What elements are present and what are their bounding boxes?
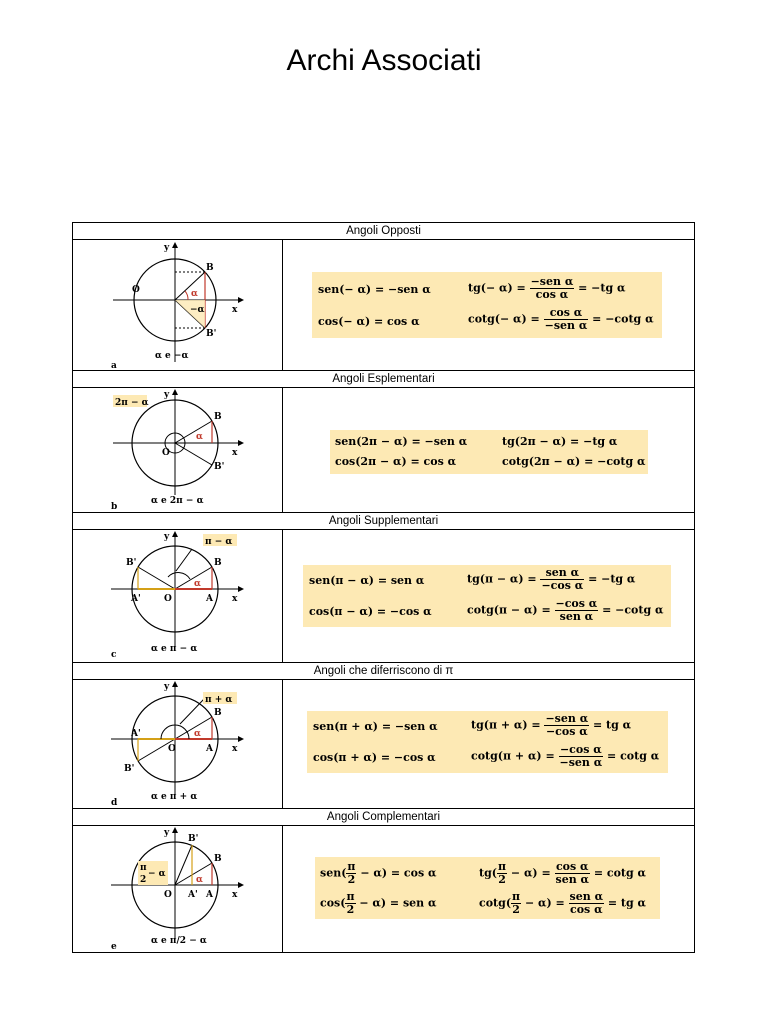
figure-caption: α e π + α <box>151 792 198 802</box>
axis-label: x <box>232 594 238 604</box>
column-divider <box>282 825 283 952</box>
formula-cotan: cotg(2π − α) = −cotg α <box>502 455 646 468</box>
point-label: O <box>164 890 172 900</box>
point-label: A' <box>188 890 198 900</box>
figure-letter: e <box>111 942 117 952</box>
point-label: O <box>164 594 172 604</box>
point-label: B' <box>214 462 225 472</box>
figure-caption: α e 2π − α <box>151 496 204 506</box>
point-label: B <box>214 412 222 422</box>
formula-sin: sen( $\frac{\pi}{2}$ − α) = cos α <box>320 860 437 886</box>
figure-letter: b <box>111 502 118 512</box>
formula-box-supplementary <box>303 565 671 627</box>
angle-tag: 2 <box>140 875 147 885</box>
figure-tag: O <box>132 285 140 295</box>
formula-tan: tg(2π − α) = −tg α <box>502 435 618 448</box>
formula-cotan: cotg(− α) = $\frac{\text{cos α}}{\text{−sen α}}$ = −cotg α <box>468 306 654 332</box>
axis-label: x <box>232 448 238 458</box>
formula-cotan: cotg(π − α) = $\frac{\text{−cos α}}{\text{sen α}}$ = −cotg α <box>467 597 664 623</box>
angle-tag: π − α <box>205 537 233 547</box>
figure-caption: α e π − α <box>151 644 198 654</box>
section-heading-opposite: Angoli Opposti <box>73 223 694 240</box>
point-label: A <box>206 594 213 604</box>
point-label: B <box>214 854 222 864</box>
axis-label: y <box>164 682 170 692</box>
point-label: B' <box>188 834 199 844</box>
angle-label: α <box>194 729 201 739</box>
formula-box-explementary <box>330 430 648 474</box>
angle-tag: 2π − α <box>115 398 149 408</box>
column-divider <box>282 679 283 809</box>
section-heading-differ-pi: Angoli che diferriscono di π <box>73 662 694 680</box>
axis-label: x <box>232 890 238 900</box>
angle-label: α <box>196 432 203 442</box>
figure-caption: α e π/2 − α <box>151 936 207 946</box>
formula-sin: sen(π − α) = sen α <box>309 574 425 587</box>
axis-label: y <box>164 243 170 253</box>
formula-cos: cos(π − α) = −cos α <box>309 605 432 618</box>
figure-supplementary-angles <box>108 529 248 661</box>
formula-cotan: cotg( $\frac{\pi}{2}$ − α) = $\frac{\text{sen α}}{\text{cos α}}$ = tg α <box>479 890 646 916</box>
formula-box-complementary <box>315 857 660 919</box>
section-heading-supplementary: Angoli Supplementari <box>73 512 694 530</box>
formula-box-opposite <box>312 272 662 338</box>
formula-cos: cos( $\frac{\pi}{2}$ − α) = sen α <box>320 890 437 916</box>
point-label: B' <box>124 764 135 774</box>
point-label: A' <box>131 594 141 604</box>
axis-label: x <box>232 305 238 315</box>
formula-tan: tg(π + α) = $\frac{\text{−sen α}}{\text{−cos α}}$ = tg α <box>471 712 632 738</box>
point-label: A' <box>131 729 141 739</box>
angle-tag: π <box>140 863 147 873</box>
formula-sin: sen(− α) = −sen α <box>318 283 431 296</box>
angle-label: α <box>191 289 198 299</box>
figure-explementary-angles <box>108 387 248 512</box>
figure-opposite-angles <box>108 240 248 370</box>
section-heading-explementary: Angoli Esplementari <box>73 370 694 388</box>
formula-cos: cos(− α) = cos α <box>318 315 420 328</box>
column-divider <box>282 239 283 371</box>
axis-label: x <box>232 744 238 754</box>
formula-cos: cos(2π − α) = cos α <box>335 455 457 468</box>
figure-caption: α e −α <box>155 351 189 361</box>
formula-box-differ-pi <box>307 711 668 773</box>
axis-label: y <box>164 532 170 542</box>
point-label: B <box>206 263 214 273</box>
point-label: B' <box>126 558 137 568</box>
angle-label: −α <box>190 305 205 315</box>
figure-letter: d <box>111 798 118 808</box>
column-divider <box>282 529 283 663</box>
formula-cotan: cotg(π + α) = $\frac{\text{−cos α}}{\text{−sen α}}$ = cotg α <box>471 743 660 769</box>
angle-tag: π + α <box>205 695 233 705</box>
figure-differ-pi-angles <box>108 679 248 808</box>
point-label: A <box>206 744 213 754</box>
associated-arcs-table <box>72 222 695 953</box>
point-label: B <box>214 708 222 718</box>
formula-sin: sen(π + α) = −sen α <box>313 720 438 733</box>
figure-complementary-angles <box>108 825 248 952</box>
angle-label: α <box>194 579 201 589</box>
figure-letter: c <box>111 650 117 660</box>
formula-tan: tg( $\frac{\pi}{2}$ − α) = $\frac{\text{cos α}}{\text{sen α}}$ = cotg α <box>479 860 646 886</box>
point-label: O <box>162 448 170 458</box>
point-label: B <box>214 558 222 568</box>
point-label: O <box>168 744 176 754</box>
angle-label: α <box>196 875 203 885</box>
formula-sin: sen(2π − α) = −sen α <box>335 435 468 448</box>
point-label: B' <box>206 329 217 339</box>
formula-tan: tg(− α) = $\frac{\text{−sen α}}{\text{cos α}}$ = −tg α <box>468 275 626 301</box>
formula-cos: cos(π + α) = −cos α <box>313 751 436 764</box>
axis-label: y <box>164 828 170 838</box>
point-label: A <box>206 890 213 900</box>
page-title: Archi Associati <box>286 44 482 77</box>
axis-label: y <box>164 390 170 400</box>
section-heading-complementary: Angoli Complementari <box>73 808 694 826</box>
column-divider <box>282 387 283 513</box>
formula-tan: tg(π − α) = $\frac{\text{sen α}}{\text{−cos α}}$ = −tg α <box>467 566 636 592</box>
figure-letter: a <box>111 361 117 370</box>
angle-tag: − α <box>148 869 166 879</box>
